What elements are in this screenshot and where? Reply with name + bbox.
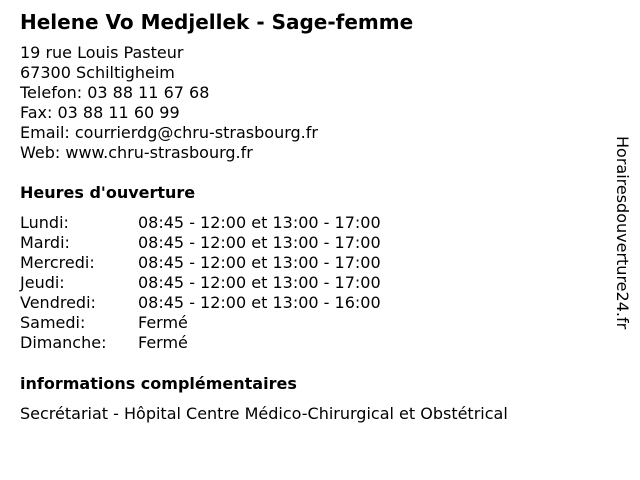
day-label: Samedi: <box>20 313 86 332</box>
business-name: Helene Vo Medjellek - Sage-femme <box>20 10 414 34</box>
hours-heading: Heures d'ouverture <box>20 183 196 202</box>
fax-number: Fax: 03 88 11 60 99 <box>20 103 180 122</box>
day-hours: 08:45 - 12:00 et 13:00 - 17:00 <box>138 273 381 292</box>
info-heading: informations complémentaires <box>20 374 297 393</box>
day-hours: Fermé <box>138 313 188 332</box>
day-hours: 08:45 - 12:00 et 13:00 - 16:00 <box>138 293 381 312</box>
day-hours: 08:45 - 12:00 et 13:00 - 17:00 <box>138 253 381 272</box>
day-hours: 08:45 - 12:00 et 13:00 - 17:00 <box>138 213 381 232</box>
email-address: Email: courrierdg@chru-strasbourg.fr <box>20 123 318 142</box>
day-label: Dimanche: <box>20 333 107 352</box>
day-label: Vendredi: <box>20 293 96 312</box>
day-hours: Fermé <box>138 333 188 352</box>
day-label: Jeudi: <box>20 273 65 292</box>
day-label: Mardi: <box>20 233 70 252</box>
phone-number: Telefon: 03 88 11 67 68 <box>20 83 210 102</box>
street-address: 19 rue Louis Pasteur <box>20 43 184 62</box>
day-label: Mercredi: <box>20 253 95 272</box>
site-watermark: Horairesdouverture24.fr <box>613 136 632 330</box>
website: Web: www.chru-strasbourg.fr <box>20 143 253 162</box>
info-text: Secrétariat - Hôpital Centre Médico-Chirurgical et Obstétrical <box>20 404 508 423</box>
day-hours: 08:45 - 12:00 et 13:00 - 17:00 <box>138 233 381 252</box>
day-label: Lundi: <box>20 213 69 232</box>
city: 67300 Schiltigheim <box>20 63 175 82</box>
contact-block <box>20 43 318 163</box>
